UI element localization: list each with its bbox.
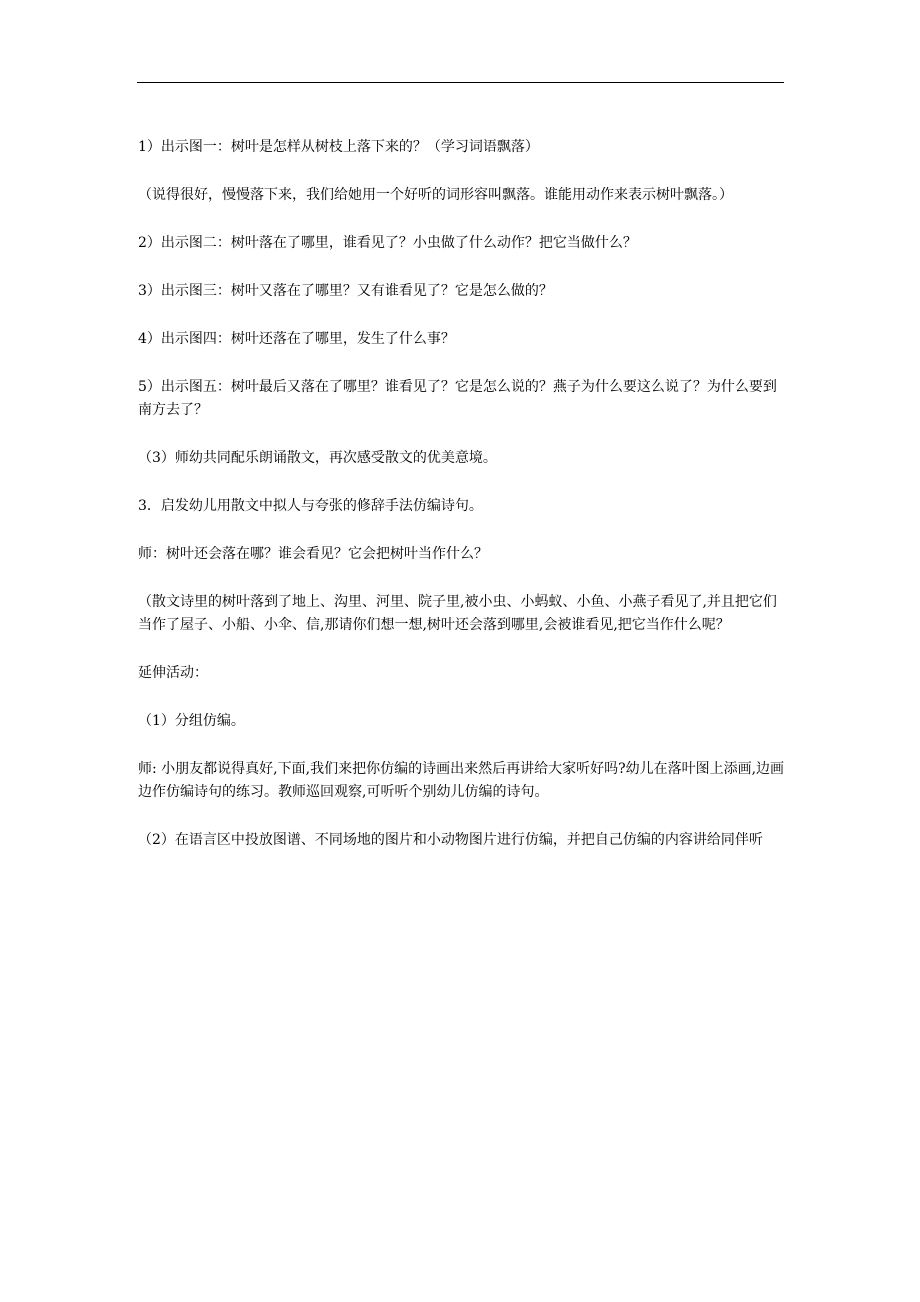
- paragraph-step-4: 4）出示图四：树叶还落在了哪里，发生了什么事？: [138, 331, 455, 347]
- paragraph-extension-1: （1）分组仿编。: [138, 713, 245, 729]
- paragraph-step-3: 3）出示图三：树叶又落在了哪里？又有谁看见了？它是怎么做的？: [138, 283, 553, 299]
- paragraph-step-5: 5）出示图五：树叶最后又落在了哪里？谁看见了？它是怎么说的？燕子为什么要这么说了？为什么要到南方去了？: [138, 379, 777, 418]
- paragraph-teacher-question: 师：树叶还会落在哪？谁会看见？它会把树叶当作什么？: [138, 546, 488, 562]
- document-body: [138, 136, 790, 877]
- paragraph-section-3: 3．启发幼儿用散文中拟人与夸张的修辞手法仿编诗句。: [138, 498, 483, 514]
- paragraph-step-2: 2）出示图二：树叶落在了哪里，谁看见了？小虫做了什么动作？把它当做什么？: [138, 235, 637, 251]
- paragraph-teacher-instruction: 师: 小朋友都说得真好,下面,我们来把你仿编的诗画出来然后再讲给大家听好吗?幼儿在落叶图上添画,边画边作仿编诗句的练习。教师巡回观察,可听听个别幼儿仿编的诗句。: [138, 761, 785, 800]
- paragraph-extension-heading: 延伸活动：: [138, 665, 208, 681]
- paragraph-step-1: 1）出示图一：树叶是怎样从树枝上落下来的？（学习词语飘落）: [138, 139, 539, 155]
- paragraph-recitation: （3）师幼共同配乐朗诵散文，再次感受散文的优美意境。: [138, 450, 497, 466]
- header-rule: [137, 82, 784, 83]
- paragraph-note-2: （散文诗里的树叶落到了地上、沟里、河里、院子里,被小虫、小蚂蚁、小鱼、小燕子看见了,并且把它们当作了屋子、小船、小伞、信,那请你们想一想,树叶还会落到哪里,会被谁看见,把它当作什么呢？: [138, 594, 777, 633]
- paragraph-note-1: （说得很好，慢慢落下来，我们给她用一个好听的词形容叫飘落。谁能用动作来表示树叶飘落。）: [138, 187, 733, 203]
- paragraph-extension-2: （2）在语言区中投放图谱、不同场地的图片和小动物图片进行仿编，并把自己仿编的内容讲给同伴听: [138, 832, 763, 848]
